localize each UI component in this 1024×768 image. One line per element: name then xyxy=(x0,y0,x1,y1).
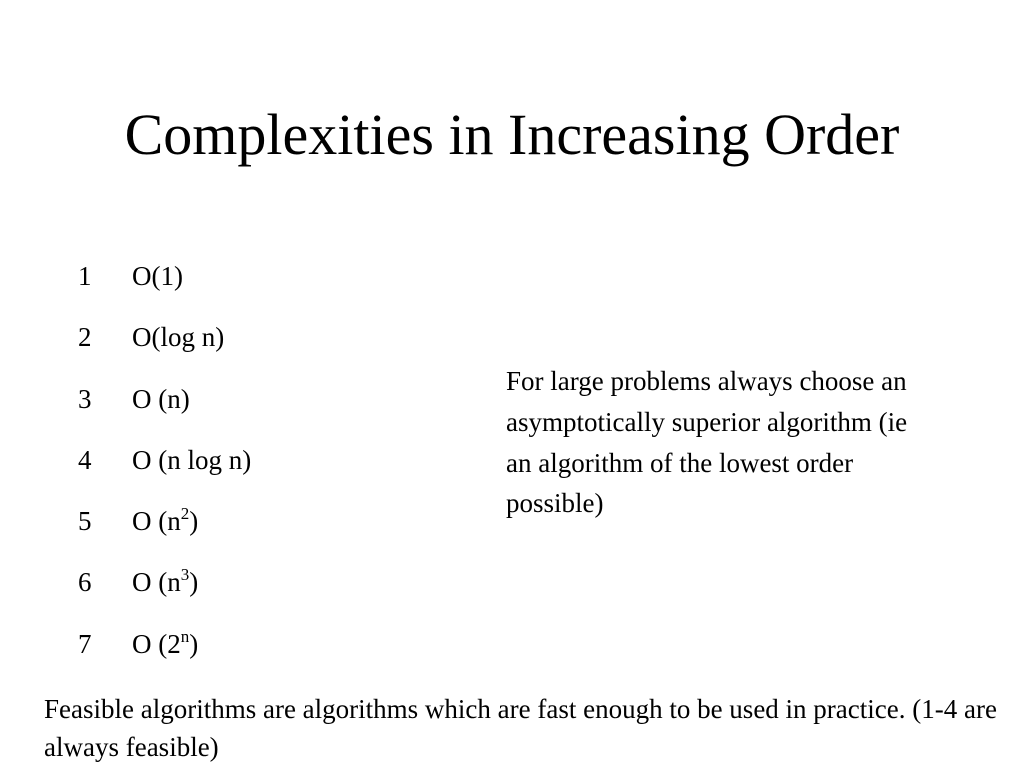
item-close: ) xyxy=(189,506,199,537)
slide-title: Complexities in Increasing Order xyxy=(124,102,900,167)
item-text: O (n) xyxy=(132,383,190,414)
item-text: O(log n) xyxy=(132,322,225,353)
list-item xyxy=(76,317,251,378)
item-base: O (n xyxy=(132,567,181,598)
list-item xyxy=(76,256,251,317)
item-exponent: n xyxy=(180,626,190,646)
item-close: ) xyxy=(189,628,199,659)
item-text xyxy=(132,562,198,602)
footer-note: Feasible algorithms are algorithms which are fast enough to be used in practice. (1-4 are always feasible) xyxy=(44,694,997,762)
list-item xyxy=(76,501,251,562)
complexity-list xyxy=(76,256,251,685)
item-number: 6 xyxy=(78,567,92,598)
item-number: 1 xyxy=(78,261,92,291)
item-number: 3 xyxy=(78,383,92,414)
item-exponent: 2 xyxy=(180,504,190,524)
list-item xyxy=(76,379,251,440)
side-note: For large problems always choose an asymptotically superior algorithm (ie an algorithm of the lowest order possible) xyxy=(506,366,908,519)
item-number: 4 xyxy=(78,444,92,475)
item-base: O (n xyxy=(132,506,181,537)
list-item xyxy=(76,624,251,685)
item-text xyxy=(132,624,198,664)
item-number: 2 xyxy=(78,322,92,353)
item-number: 7 xyxy=(78,628,92,659)
item-text: O (n log n) xyxy=(132,444,252,475)
item-close: ) xyxy=(189,567,199,598)
item-exponent: 3 xyxy=(180,565,190,585)
item-text xyxy=(132,501,198,541)
item-number: 5 xyxy=(78,506,92,537)
item-text: O(1) xyxy=(132,261,183,291)
item-base: O (2 xyxy=(132,628,181,659)
list-item xyxy=(76,440,251,501)
list-item xyxy=(76,562,251,623)
